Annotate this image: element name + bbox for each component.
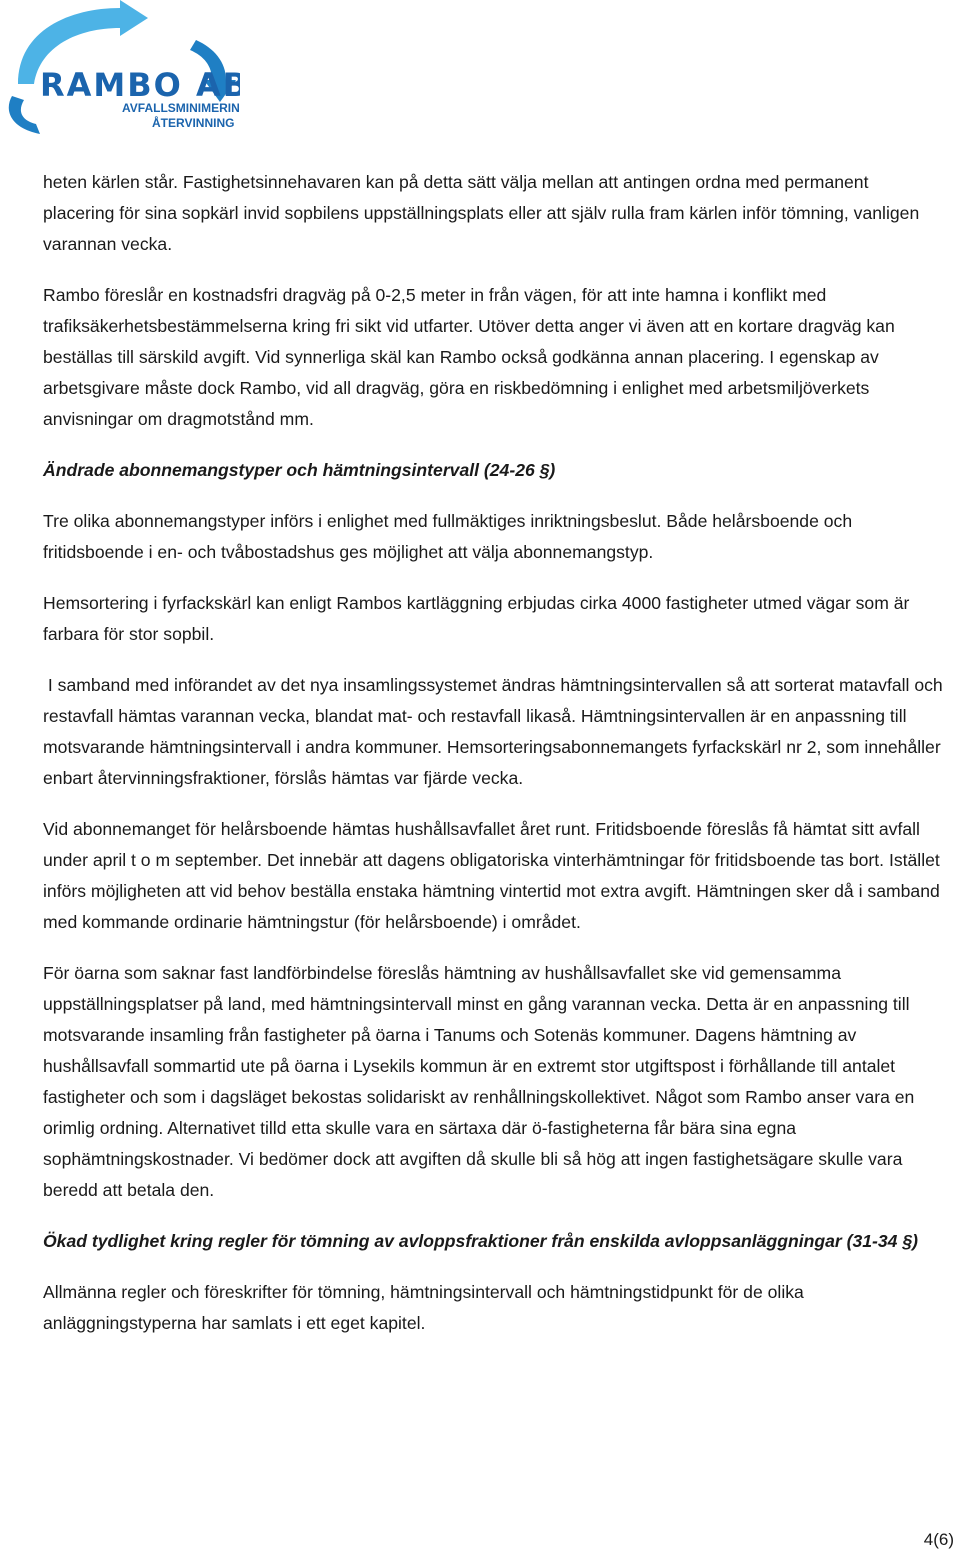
paragraph-2: Rambo föreslår en kostnadsfri dragväg på 0-2,5 meter in från vägen, för att inte hamna i konflikt med trafiksäkerhetsbestämmelserna kring fri sikt vid utfarter. Utöver detta anger vi även att en kortare dragväg kan beställas till särskild avgift. Vid synnerliga skäl kan Rambo också godkänna annan placering. I egenskap av arbetsgivare måste dock Rambo, vid all dragväg, göra en riskbedömning i enlighet med arbetsmiljöverkets anvisningar om dragmotstånd mm.: [43, 285, 895, 429]
paragraph-8: Allmänna regler och föreskrifter för tömning, hämtningsintervall och hämtningstidpunkt för de olika anläggningstyperna har samlats i ett eget kapitel.: [43, 1282, 804, 1333]
logo-brand-text: RAMBO AB: [40, 66, 240, 104]
logo-tagline-2: ÅTERVINNING: [152, 116, 235, 130]
paragraph-3: Tre olika abonnemangstyper införs i enlighet med fullmäktiges inriktningsbeslut. Både helårsboende och fritidsboende i en- och tvåbostadshus ges möjlighet att välja abonnemangstyp.: [43, 511, 853, 562]
paragraph-1: heten kärlen står. Fastighetsinnehavaren kan på detta sätt välja mellan att antingen ordna med permanent placering för sina sopkärl invid sopbilens uppställningsplats eller att själv rulla fram kärlen inför tömning, vanligen varannan vecka.: [43, 172, 920, 254]
logo-tagline-1: AVFALLSMINIMERING: [122, 101, 240, 115]
company-logo: [0, 0, 240, 140]
paragraph-6: Vid abonnemanget för helårsboende hämtas hushållsavfallet året runt. Fritidsboende föreslås få hämtat sitt avfall under april t o m september. Det innebär att dagens obligatoriska vinterhämtningar för fritidsboende tas bort. Istället införs möjligheten att vid behov beställa enstaka hämtning vintertid mot extra avgift. Hämtningen sker då i samband med kommande ordinarie hämtningstur (för helårsboende) i området.: [43, 819, 940, 932]
paragraph-7: För öarna som saknar fast landförbindelse föreslås hämtning av hushållsavfallet ske vid gemensamma uppställningsplatser på land, med hämtningsintervall minst en gång varannan vecka. Detta är en anpassning till motsvarande insamling från fastigheter på öarna i Tanums och Sotenäs kommuner. Dagens hämtning av hushållsavfall sommartid ute på öarna i Lysekils kommun är en extremt stor utgiftspost i förhållande till antalet fastigheter och som i dagsläget bekostas solidariskt av renhållningskollektivet. Något som Rambo anser vara en orimlig ordning. Alternativet tilld etta skulle vara en särtaxa där ö-fastigheterna får bära sina egna sophämtningskostnader. Vi bedömer dock att avgiften då skulle bli så hög att ingen fastighetsägare skulle vara beredd att betala den.: [43, 963, 915, 1200]
section-heading-abonnemangstyper: Ändrade abonnemangstyper och hämtningsintervall (24-26 §): [43, 460, 556, 480]
rambo-logo-graphic: [0, 0, 240, 140]
section-heading-avloppsfraktioner: Ökad tydlighet kring regler för tömning av avloppsfraktioner från enskilda avloppsanläggningar (31-34 §): [43, 1231, 918, 1251]
paragraph-5: I samband med införandet av det nya insamlingssystemet ändras hämtningsintervallen så att sorterat matavfall och restavfall hämtas varannan vecka, blandat mat- och restavfall likaså. Hämtningsintervallen är en anpassning till motsvarande hämtningsintervall i andra kommuner. Hemsorteringsabonnemangets fyrfackskärl nr 2, som innehåller enbart återvinningsfraktioner, förslås hämtas var fjärde vecka.: [43, 675, 948, 788]
document-body: [43, 167, 948, 1359]
recycle-arrow-lower-icon: [9, 96, 40, 134]
paragraph-4: Hemsortering i fyrfackskärl kan enligt Rambos kartläggning erbjudas cirka 4000 fastigheter utmed vägar som är farbara för stor sopbil.: [43, 593, 910, 644]
page-number: 4(6): [923, 1530, 954, 1549]
